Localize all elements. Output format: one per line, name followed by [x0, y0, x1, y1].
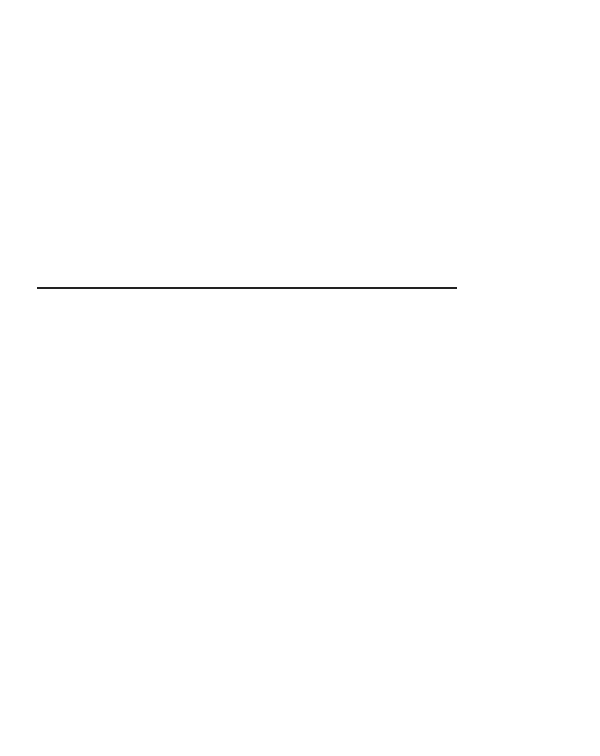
divider-top	[37, 287, 457, 289]
